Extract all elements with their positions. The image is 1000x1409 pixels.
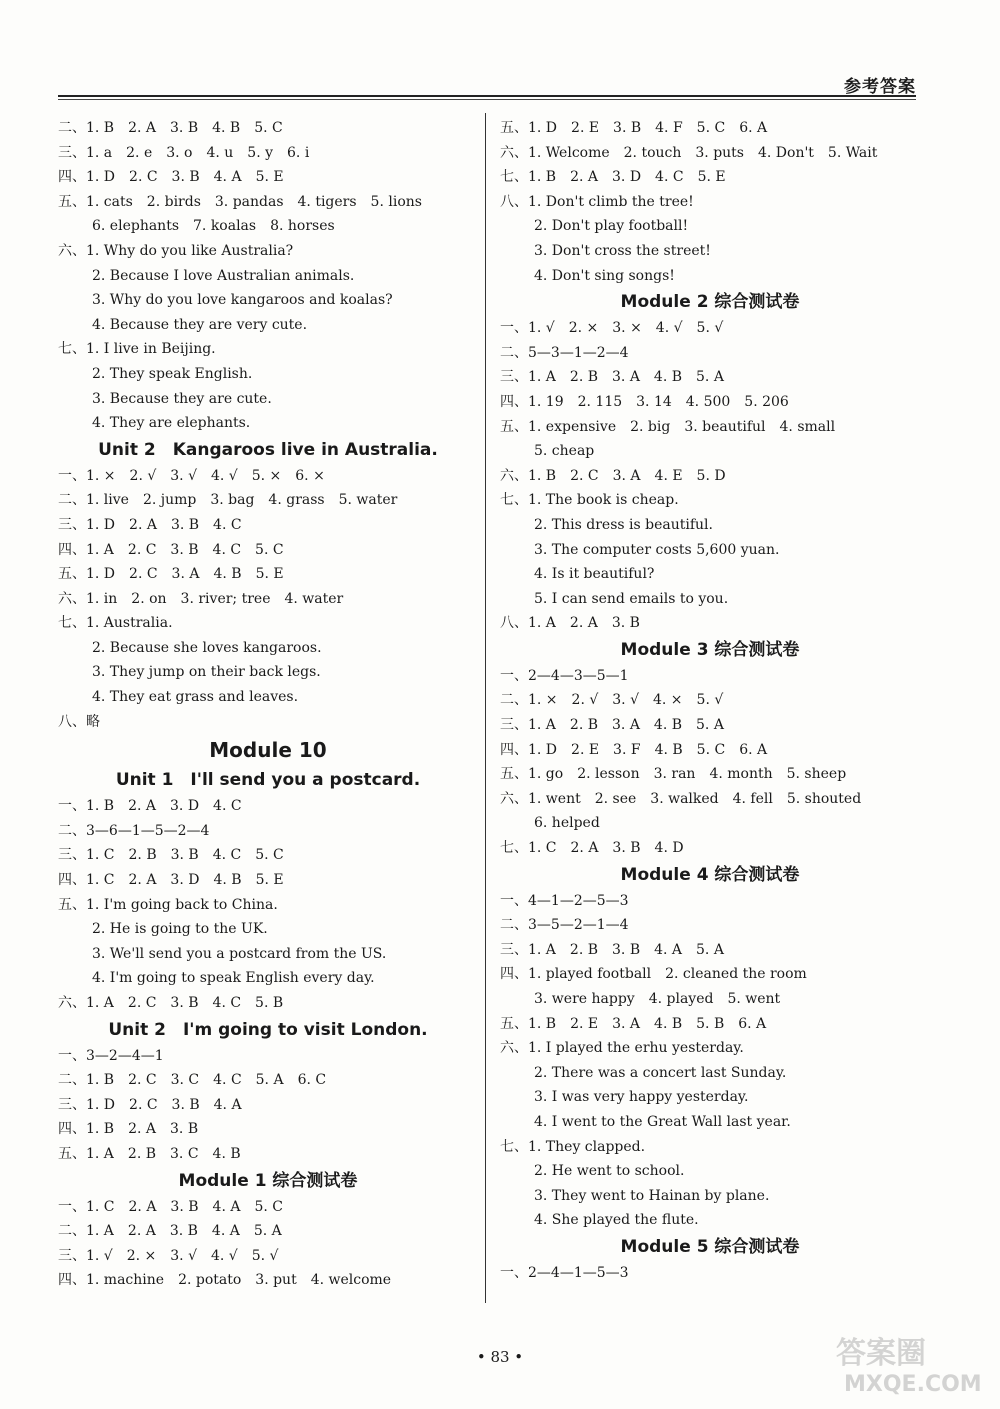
answer-line: 三、1. √ 2. × 3. √ 4. √ 5. √ xyxy=(58,1247,279,1264)
answer-line: 二、3—5—2—1—4 xyxy=(500,917,629,934)
answer-line: 六、1. A 2. C 3. B 4. C 5. B xyxy=(58,995,284,1011)
answer-line: 一、1. × 2. √ 3. √ 4. √ 5. × 6. × xyxy=(58,467,325,484)
answer-line: 四、1. machine 2. potato 3. put 4. welcome xyxy=(58,1272,392,1289)
answer-subline: 6. helped xyxy=(534,815,600,832)
page-header-title: 参考答案 xyxy=(844,77,916,97)
answer-subline: 2. They speak English. xyxy=(92,365,253,382)
answer-subline: 2. Don't play football! xyxy=(534,218,689,235)
answer-line: 六、1. I played the erhu yesterday. xyxy=(500,1040,744,1057)
answer-line: 五、1. A 2. B 3. C 4. B xyxy=(58,1145,241,1162)
answer-line: 八、略 xyxy=(58,713,100,730)
answer-line: 三、1. D 2. A 3. B 4. C xyxy=(58,516,242,533)
answer-subline: 5. I can send emails to you. xyxy=(534,590,729,607)
answer-line: 四、1. D 2. E 3. F 4. B 5. C 6. A xyxy=(500,741,768,758)
answer-subline: 4. Don't sing songs! xyxy=(534,267,675,284)
answer-line: 三、1. A 2. B 3. A 4. B 5. A xyxy=(500,717,724,734)
answer-line: 三、1. a 2. e 3. o 4. u 5. y 6. i xyxy=(58,144,310,161)
header-rule xyxy=(58,95,916,97)
answer-line: 三、1. C 2. B 3. B 4. C 5. C xyxy=(58,847,284,864)
column-divider xyxy=(485,113,486,1303)
answer-line: 一、2—4—3—5—1 xyxy=(500,667,629,684)
answer-line: 七、1. The book is cheap. xyxy=(500,492,679,509)
section-heading: Unit 2 I'm going to visit London. xyxy=(108,1019,428,1040)
answer-line: 一、1. √ 2. × 3. × 4. √ 5. √ xyxy=(500,320,724,337)
page-number: • 83 • xyxy=(476,1348,524,1366)
answer-subline: 3. I was very happy yesterday. xyxy=(534,1089,749,1106)
answer-subline: 3. Because they are cute. xyxy=(92,390,272,407)
section-heading: Unit 1 I'll send you a postcard. xyxy=(115,770,421,791)
answer-line: 一、3—2—4—1 xyxy=(58,1047,164,1064)
watermark-logo-text: 答案圈 xyxy=(836,1336,926,1371)
answer-subline: 3. They jump on their back legs. xyxy=(92,664,321,681)
header-rule-thin xyxy=(58,99,916,100)
answer-subline: 3. We'll send you a postcard from the US. xyxy=(92,945,387,962)
answer-subline: 2. He went to school. xyxy=(534,1163,685,1180)
answer-line: 七、1. B 2. A 3. D 4. C 5. E xyxy=(500,169,726,186)
answer-line: 二、5—3—1—2—4 xyxy=(500,344,629,361)
left-column xyxy=(58,116,478,1293)
answer-line: 四、1. A 2. C 3. B 4. C 5. C xyxy=(58,541,284,558)
answer-subline: 3. Why do you love kangaroos and koalas? xyxy=(92,292,393,309)
answer-line: 七、1. I live in Beijing. xyxy=(58,341,216,358)
watermark-text: MXQE.COM xyxy=(844,1372,982,1397)
watermark-logo xyxy=(816,1329,986,1399)
answer-subline: 4. I went to the Great Wall last year. xyxy=(534,1113,791,1130)
right-column xyxy=(500,116,920,1286)
answer-line: 一、1. C 2. A 3. B 4. A 5. C xyxy=(58,1198,283,1215)
answer-line: 四、1. played football 2. cleaned the room xyxy=(500,966,807,983)
answer-line: 五、1. cats 2. birds 3. pandas 4. tigers 5. lions xyxy=(58,193,422,210)
module-heading: Module 10 xyxy=(209,738,327,763)
answer-line: 五、1. I'm going back to China. xyxy=(58,896,278,913)
answer-line: 二、1. B 2. A 3. B 4. B 5. C xyxy=(58,120,283,136)
answer-subline: 2. This dress is beautiful. xyxy=(534,516,713,533)
answer-line: 一、1. B 2. A 3. D 4. C xyxy=(58,798,242,815)
answer-line: 四、1. D 2. C 3. B 4. A 5. E xyxy=(58,169,284,186)
answer-subline: 4. They are elephants. xyxy=(92,415,251,432)
answer-line: 一、4—1—2—5—3 xyxy=(500,892,629,909)
answer-line: 八、1. Don't climb the tree! xyxy=(500,193,694,210)
answer-line: 三、1. A 2. B 3. B 4. A 5. A xyxy=(500,941,724,958)
answer-line: 二、1. B 2. C 3. C 4. C 5. A 6. C xyxy=(58,1072,327,1089)
answer-line: 三、1. D 2. C 3. B 4. A xyxy=(58,1096,242,1113)
answer-line: 四、1. C 2. A 3. D 4. B 5. E xyxy=(58,872,284,889)
answer-subline: 6. elephants 7. koalas 8. horses xyxy=(92,218,335,235)
answer-subline: 5. cheap xyxy=(534,443,595,460)
section-heading: Unit 2 Kangaroos live in Australia. xyxy=(98,439,438,460)
answer-subline: 3. Don't cross the street! xyxy=(534,242,711,259)
answer-subline: 4. Is it beautiful? xyxy=(534,566,655,583)
answer-line: 四、1. B 2. A 3. B xyxy=(58,1121,199,1138)
answer-subline: 3. The computer costs 5,600 yuan. xyxy=(534,541,780,558)
answer-line: 五、1. D 2. C 3. A 4. B 5. E xyxy=(58,566,284,583)
answer-subline: 2. There was a concert last Sunday. xyxy=(534,1064,787,1081)
answer-line: 五、1. go 2. lesson 3. ran 4. month 5. sheep xyxy=(500,766,847,783)
answer-subline: 2. Because I love Australian animals. xyxy=(92,267,355,284)
answer-line: 七、1. They clapped. xyxy=(500,1138,646,1155)
answer-line: 一、2—4—1—5—3 xyxy=(500,1264,629,1281)
answer-line: 六、1. B 2. C 3. A 4. E 5. D xyxy=(500,467,726,484)
answer-line: 五、1. B 2. E 3. A 4. B 5. B 6. A xyxy=(500,1015,767,1032)
answer-line: 六、1. Why do you like Australia? xyxy=(58,242,294,259)
answer-line: 五、1. expensive 2. big 3. beautiful 4. small xyxy=(500,418,836,435)
section-heading: Module 3 综合测试卷 xyxy=(620,639,800,660)
section-heading: Module 5 综合测试卷 xyxy=(620,1236,800,1257)
answer-line: 五、1. D 2. E 3. B 4. F 5. C 6. A xyxy=(500,120,768,136)
answer-line: 六、1. in 2. on 3. river; tree 4. water xyxy=(58,590,344,607)
answer-subline: 2. He is going to the UK. xyxy=(92,921,268,938)
section-heading: Module 2 综合测试卷 xyxy=(620,292,800,313)
answer-line: 四、1. 19 2. 115 3. 14 4. 500 5. 206 xyxy=(500,393,789,410)
answer-line: 二、3—6—1—5—2—4 xyxy=(58,822,210,839)
answer-line: 七、1. Australia. xyxy=(58,615,173,632)
section-heading: Module 1 综合测试卷 xyxy=(178,1170,358,1191)
answer-line: 六、1. went 2. see 3. walked 4. fell 5. shouted xyxy=(500,790,862,807)
answer-subline: 3. They went to Hainan by plane. xyxy=(534,1187,770,1204)
answer-subline: 4. They eat grass and leaves. xyxy=(92,689,299,706)
answer-line: 三、1. A 2. B 3. A 4. B 5. A xyxy=(500,369,724,386)
answer-subline: 4. She played the flute. xyxy=(534,1212,699,1229)
answer-line: 二、1. live 2. jump 3. bag 4. grass 5. water xyxy=(58,492,398,509)
answer-line: 七、1. C 2. A 3. B 4. D xyxy=(500,840,684,857)
answer-subline: 2. Because she loves kangaroos. xyxy=(92,639,322,656)
section-heading: Module 4 综合测试卷 xyxy=(620,864,800,885)
answer-line: 八、1. A 2. A 3. B xyxy=(500,615,640,632)
answer-line: 六、1. Welcome 2. touch 3. puts 4. Don't 5. Wait xyxy=(500,144,878,161)
answer-subline: 4. I'm going to speak English every day. xyxy=(92,970,375,987)
answer-subline: 3. were happy 4. played 5. went xyxy=(534,991,781,1007)
answer-subline: 4. Because they are very cute. xyxy=(92,316,308,333)
answer-line: 二、1. A 2. A 3. B 4. A 5. A xyxy=(58,1223,282,1240)
answer-line: 二、1. × 2. √ 3. √ 4. × 5. √ xyxy=(500,692,724,709)
